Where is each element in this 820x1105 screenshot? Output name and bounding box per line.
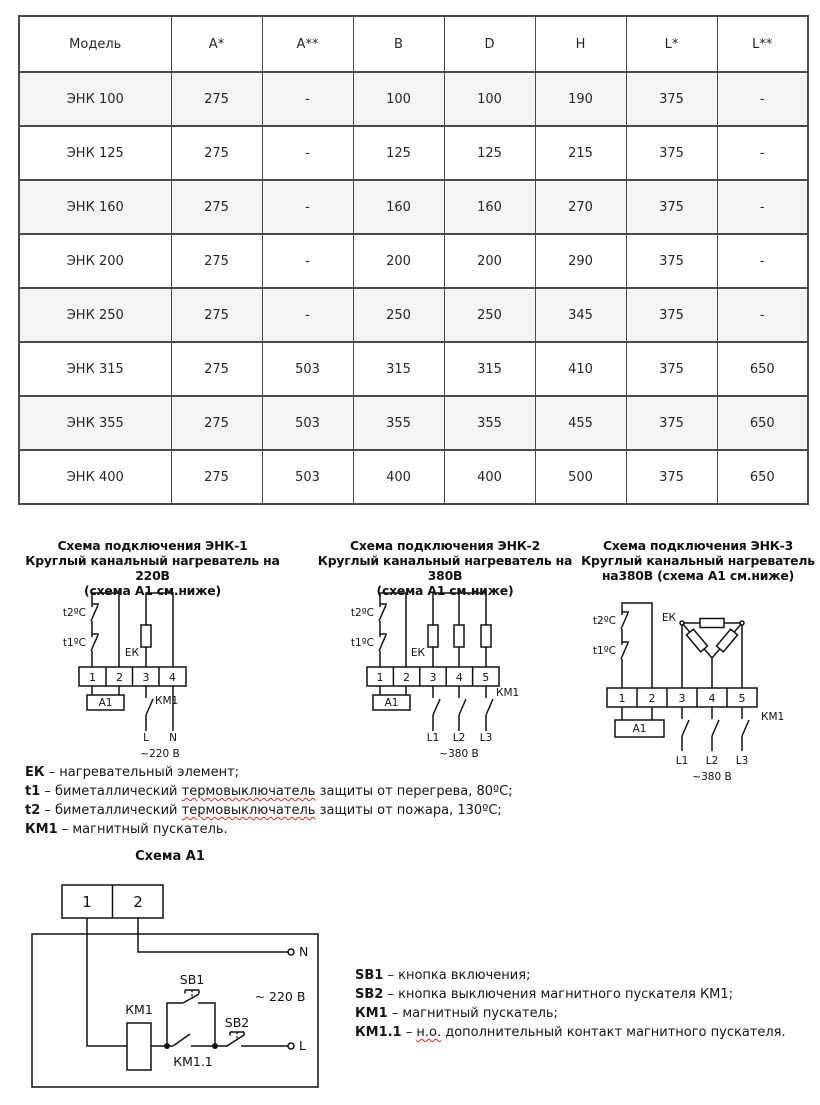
l2-label: L2: [452, 732, 466, 744]
voltage-label: ~380 В: [439, 748, 479, 760]
terminal-1: 1: [89, 671, 96, 684]
phase-label: L: [299, 1038, 306, 1053]
table-cell: -: [262, 126, 353, 180]
table-cell: -: [717, 126, 808, 180]
legend-key: SB2: [355, 987, 384, 1002]
table-cell: 200: [444, 234, 535, 288]
table-cell: 650: [717, 450, 808, 504]
table-cell: ЭНК 250: [19, 288, 171, 342]
enk2-title-line2: Круглый канальный нагреватель на 380В: [317, 553, 573, 583]
km1-label: КМ1: [761, 711, 785, 723]
column-header: A*: [171, 16, 262, 72]
enk3-title: [578, 538, 818, 583]
table-cell: -: [717, 288, 808, 342]
terminal-5: 5: [482, 671, 490, 684]
enk1-schematic: [40, 583, 280, 768]
components-legend: [25, 763, 513, 839]
table-header: [19, 16, 808, 72]
table-cell: 375: [626, 450, 717, 504]
legend-text: защиты от перегрева, 80ºС;: [315, 784, 513, 799]
enk1-title-line3: (схема А1 см.ниже): [84, 583, 221, 598]
a1-legend: [355, 966, 810, 1042]
table-cell: 400: [444, 450, 535, 504]
legend-line: t2 – биметаллический термовыключатель защиты от пожара, 130ºС;: [25, 803, 502, 818]
table-cell: 275: [171, 450, 262, 504]
enk2-schematic: [330, 583, 570, 768]
terminal-2: 2: [648, 692, 656, 705]
km1-poles: [433, 686, 493, 731]
table-cell: 355: [444, 396, 535, 450]
table-cell: 275: [171, 72, 262, 126]
table-cell: -: [262, 234, 353, 288]
legend-key: SB1: [355, 968, 384, 983]
table-cell: -: [717, 234, 808, 288]
table-row: [19, 288, 808, 342]
km1-label: КМ1: [125, 1002, 153, 1017]
ek-label: ЕК: [410, 647, 425, 659]
column-header: B: [353, 16, 444, 72]
phase-label: L: [143, 732, 149, 744]
table-row: [19, 342, 808, 396]
heater-element: [481, 625, 491, 647]
t1-label: t1ºC: [592, 645, 616, 657]
legend-line: SB1 – кнопка включения;: [355, 968, 531, 983]
km1-poles: [682, 707, 749, 751]
table-cell: 160: [444, 180, 535, 234]
l1-label: L1: [675, 755, 689, 767]
t1-label: t1ºC: [350, 637, 374, 649]
table-cell: 400: [353, 450, 444, 504]
table-cell: 355: [353, 396, 444, 450]
table-cell: 275: [171, 180, 262, 234]
legend-text: магнитный пускатель.: [72, 822, 228, 837]
terminal-1: 1: [376, 671, 384, 684]
legend-text: биметаллический: [55, 784, 182, 799]
table-cell: 125: [444, 126, 535, 180]
table-body: [19, 72, 808, 504]
table-cell: 375: [626, 342, 717, 396]
table-cell: 345: [535, 288, 626, 342]
table-cell: ЭНК 125: [19, 126, 171, 180]
table-row: [19, 234, 808, 288]
terminal-2: 2: [116, 671, 123, 684]
table-cell: 275: [171, 288, 262, 342]
t2-label: t2ºC: [350, 607, 374, 619]
dimensions-table: [18, 15, 809, 505]
enk3-title-line2: Круглый канальный нагреватель: [581, 553, 815, 568]
ek-label: ЕК: [124, 647, 139, 659]
table-cell: ЭНК 160: [19, 180, 171, 234]
legend-key: t1: [25, 784, 41, 799]
legend-text: кнопка выключения магнитного пускателя КМ1;: [398, 987, 734, 1002]
legend-key: ЕК: [25, 765, 45, 780]
ek-label: ЕК: [661, 612, 676, 624]
terminal-4: 4: [708, 692, 716, 705]
legend-key: КМ1.1: [355, 1025, 402, 1040]
enk1-title-line1: Схема подключения ЭНК-1: [57, 538, 248, 553]
terminal-3: 3: [142, 671, 150, 684]
table-cell: 455: [535, 396, 626, 450]
terminal-3: 3: [678, 692, 686, 705]
table-cell: -: [717, 180, 808, 234]
table-cell: 315: [353, 342, 444, 396]
a1-label: А1: [632, 723, 647, 735]
l1-label: L1: [426, 732, 440, 744]
km11-label: КМ1.1: [173, 1054, 213, 1069]
table-cell: 290: [535, 234, 626, 288]
legend-text: защиты от пожара, 130ºС;: [315, 803, 502, 818]
column-header: Модель: [19, 16, 171, 72]
legend-line: КМ1.1 – н.о. дополнительный контакт магнитного пускателя.: [355, 1025, 786, 1040]
table-cell: ЭНК 100: [19, 72, 171, 126]
l2-label: L2: [705, 755, 719, 767]
table-cell: 190: [535, 72, 626, 126]
terminal-2: 2: [133, 893, 143, 911]
table-cell: 275: [171, 342, 262, 396]
table-cell: 503: [262, 450, 353, 504]
table-cell: 375: [626, 288, 717, 342]
heater-element: [428, 625, 438, 647]
legend-text-spellcheck: термовыключатель: [181, 784, 316, 799]
enk3-schematic: [585, 583, 813, 795]
phase-terminal: [288, 1043, 294, 1049]
terminal-4: 4: [169, 671, 176, 684]
table-cell: -: [717, 72, 808, 126]
legend-text-spellcheck: н.о.: [416, 1025, 442, 1040]
table-cell: 315: [444, 342, 535, 396]
table-cell: 250: [353, 288, 444, 342]
table-cell: -: [262, 180, 353, 234]
heater-element: [454, 625, 464, 647]
table-cell: -: [262, 288, 353, 342]
legend-text: кнопка включения;: [398, 968, 531, 983]
table-cell: 375: [626, 180, 717, 234]
header-row: [19, 16, 808, 72]
enk3-title-line3: на380В (схема А1 см.ниже): [601, 568, 795, 583]
table-cell: 100: [444, 72, 535, 126]
table-cell: 503: [262, 396, 353, 450]
km1-label: КМ1: [155, 695, 179, 707]
legend-key: КМ1: [25, 822, 58, 837]
column-header: L*: [626, 16, 717, 72]
table-cell: 375: [626, 396, 717, 450]
neutral-label: N: [299, 944, 309, 959]
legend-text-spellcheck: термовыключатель: [181, 803, 316, 818]
table-cell: ЭНК 315: [19, 342, 171, 396]
column-header: H: [535, 16, 626, 72]
t2-label: t2ºC: [62, 607, 86, 619]
table-cell: ЭНК 200: [19, 234, 171, 288]
table-row: [19, 72, 808, 126]
table-cell: 215: [535, 126, 626, 180]
t2-label: t2ºC: [592, 615, 616, 627]
legend-line: КМ1 – магнитный пускатель.: [25, 822, 228, 837]
legend-text: нагревательный элемент;: [59, 765, 240, 780]
table-cell: 375: [626, 72, 717, 126]
scheme-a1-title: Схема А1: [135, 849, 205, 864]
neutral-label: N: [169, 732, 177, 744]
table-cell: 125: [353, 126, 444, 180]
legend-line: SB2 – кнопка выключения магнитного пускателя КМ1;: [355, 987, 734, 1002]
km1-coil: [127, 1023, 151, 1070]
table-cell: 200: [353, 234, 444, 288]
legend-line: КМ1 – магнитный пускатель;: [355, 1006, 558, 1021]
terminal-5: 5: [738, 692, 746, 705]
table-cell: 250: [444, 288, 535, 342]
km1-label: КМ1: [496, 687, 520, 699]
table-cell: 375: [626, 126, 717, 180]
table-row: [19, 180, 808, 234]
table-cell: 503: [262, 342, 353, 396]
delta-heater-bank: [680, 619, 744, 689]
voltage-label: ~220 В: [140, 748, 180, 760]
legend-line: ЕК – нагревательный элемент;: [25, 765, 240, 780]
l3-label: L3: [735, 755, 749, 767]
table-cell: 375: [626, 234, 717, 288]
table-cell: ЭНК 355: [19, 396, 171, 450]
terminal-1: 1: [82, 893, 92, 911]
terminal-2: 2: [403, 671, 410, 684]
enk2-title-line3: (схема А1 см.ниже): [376, 583, 514, 598]
a1-label: А1: [384, 697, 399, 709]
enk1-title-line2: Круглый канальный нагреватель на 220В: [25, 553, 280, 583]
column-header: L**: [717, 16, 808, 72]
column-header: A**: [262, 16, 353, 72]
table-cell: ЭНК 400: [19, 450, 171, 504]
voltage-label: ~ 220 В: [254, 989, 306, 1004]
table-cell: 650: [717, 396, 808, 450]
enk2-title-line1: Схема подключения ЭНК-2: [349, 538, 541, 553]
legend-text: магнитный пускатель;: [402, 1006, 558, 1021]
heater-element: [141, 625, 151, 647]
table-row: [19, 126, 808, 180]
voltage-label: ~380 В: [692, 771, 732, 783]
table-cell: 275: [171, 234, 262, 288]
enk3-title-line1: Схема подключения ЭНК-3: [602, 538, 794, 553]
table-cell: 270: [535, 180, 626, 234]
neutral-terminal: [288, 949, 294, 955]
terminal-4: 4: [455, 671, 463, 684]
table-cell: 160: [353, 180, 444, 234]
terminal-3: 3: [429, 671, 437, 684]
table-cell: 275: [171, 396, 262, 450]
sb2-label: SB2: [224, 1015, 250, 1030]
table-cell: 500: [535, 450, 626, 504]
sb1-label: SB1: [179, 972, 205, 987]
table-cell: 275: [171, 126, 262, 180]
legend-line: t1 – биметаллический термовыключатель защиты от перегрева, 80ºС;: [25, 784, 513, 799]
legend-text: биметаллический: [55, 803, 182, 818]
table-row: [19, 450, 808, 504]
t1-label: t1ºC: [62, 637, 86, 649]
legend-text: дополнительный контакт магнитного пускателя.: [441, 1025, 786, 1040]
table-cell: 650: [717, 342, 808, 396]
legend-key: КМ1: [355, 1006, 388, 1021]
terminal-1: 1: [618, 692, 626, 705]
l3-label: L3: [479, 732, 493, 744]
table-cell: 100: [353, 72, 444, 126]
table-cell: -: [262, 72, 353, 126]
legend-key: t2: [25, 803, 41, 818]
table-cell: 410: [535, 342, 626, 396]
a1-label: А1: [98, 697, 113, 709]
scheme-a1-schematic: [25, 872, 345, 1105]
column-header: D: [444, 16, 535, 72]
table-row: [19, 396, 808, 450]
